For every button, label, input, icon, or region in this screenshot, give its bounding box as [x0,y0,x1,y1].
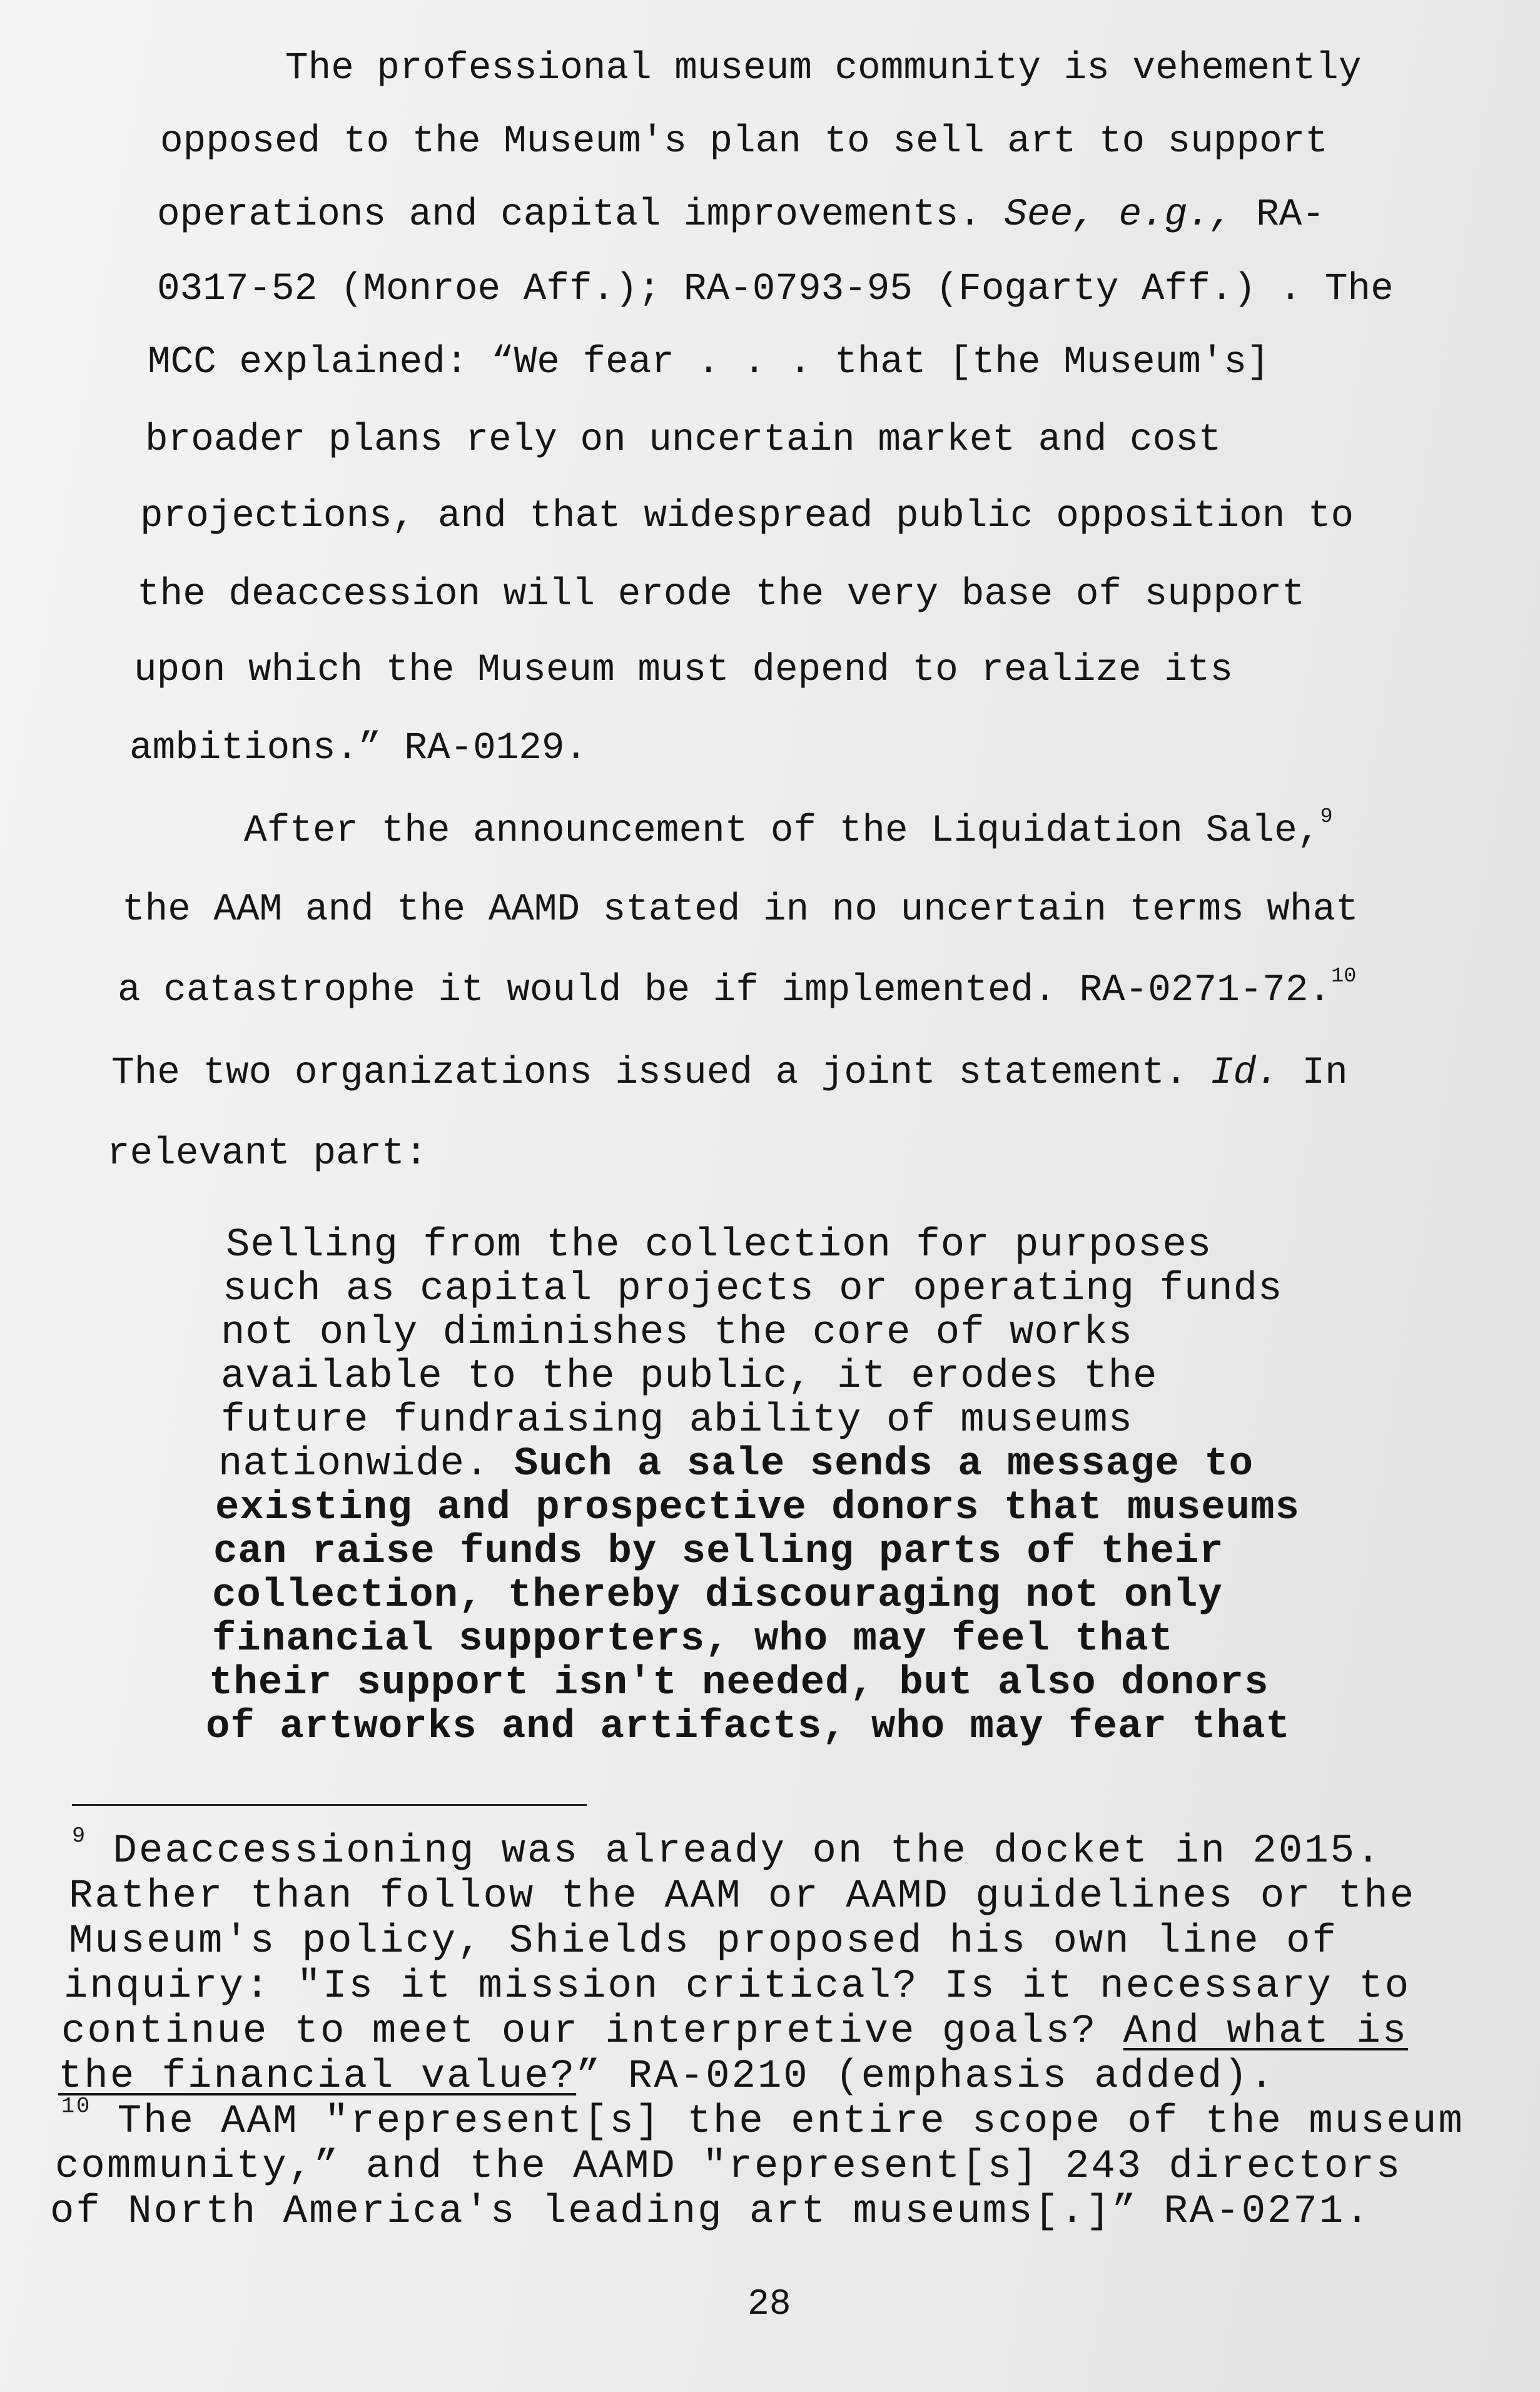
quote-line: not only diminishes the core of works [221,1310,1133,1356]
text-line [118,964,1357,1013]
text-line: opposed to the Museum's plan to sell art to support [160,120,1328,163]
text: The two organizations issued a joint statement. [111,1052,1211,1095]
footnote-ref-10[interactable]: 10 [1331,964,1357,988]
text-line: The professional museum community is vehemently [285,47,1362,90]
footnote-line [58,2056,1275,2097]
text: nationwide. [218,1442,514,1487]
quote-line [218,1444,1254,1485]
quote-line: future fundraising ability of museums [221,1398,1133,1443]
footnote-divider [72,1804,587,1806]
text-line: 0317-52 (Monroe Aff.); RA-0793-95 (Fogarty Aff.) . The [157,268,1394,311]
text-line: ambitions.” RA-0129. [129,727,588,770]
underlined-text: And what is [1123,2009,1409,2054]
citation-signal: See, e.g., [1004,193,1234,236]
text: a catastrophe it would be if implemented. RA-0271-72. [118,969,1332,1012]
quote-line: available to the public, it erodes the [221,1354,1158,1399]
text-line: MCC explained: “We fear . . . that [the Museum's] [148,341,1270,384]
text-line [111,1052,1348,1095]
footnote-line [61,2011,1408,2052]
footnote-marker: 9 [72,1823,88,1849]
text-line: the deaccession will erode the very base of support [137,573,1305,616]
footnote-line: inquiry: "Is it mission critical? Is it necessary to [64,1964,1411,2009]
page-number: 28 [747,2284,791,2325]
text: continue to meet our interpretive goals? [61,2009,1123,2054]
footnote-line [61,2094,1464,2144]
text: Deaccessioning was already on the docket in 2015. [113,1829,1382,1874]
quote-line: of artworks and artifacts, who may fear that [206,1705,1290,1750]
footnote-marker: 10 [61,2094,92,2119]
footnote-line: of North America's leading art museums[.]” RA-0271. [50,2189,1371,2234]
footnote-line [72,1823,1382,1874]
citation-id: Id. [1210,1052,1279,1095]
underlined-text: the financial value? [58,2054,577,2099]
footnote-line: Museum's policy, Shields proposed his own line of [69,1919,1338,1964]
text-line: relevant part: [107,1132,428,1175]
footnote-line: Rather than follow the AAM or AAMD guidelines or the [69,1874,1416,1919]
quote-line: their support isn't needed, but also donors [209,1661,1269,1706]
text: After the announcement of the Liquidation Sale, [244,809,1320,853]
emphasis: Such a sale sends a message to [514,1442,1254,1487]
quote-line: financial supporters, who may feel that [212,1617,1173,1662]
text: RA- [1233,193,1325,236]
text-line [244,804,1333,853]
text-line: upon which the Museum must depend to realize its [134,649,1234,692]
text-line [157,193,1325,237]
text-line: projections, and that widespread public opposition to [140,495,1354,538]
footnote-ref-9[interactable]: 9 [1320,804,1333,829]
quote-line: can raise funds by selling parts of their [213,1529,1224,1574]
text: ” RA-0210 (emphasis added). [576,2054,1276,2099]
quote-line: existing and prospective donors that museums [215,1486,1300,1531]
text-line: the AAM and the AAMD stated in no uncertain terms what [122,888,1359,931]
text: In [1279,1052,1348,1095]
quote-line: Selling from the collection for purposes [226,1223,1212,1268]
quote-line: such as capital projects or operating funds [223,1267,1283,1312]
quote-line: collection, thereby discouraging not only [212,1573,1223,1618]
text: operations and capital improvements. [157,193,1005,236]
footnote-line: community,” and the AAMD "represent[s] 243 directors [55,2144,1402,2189]
text-line: broader plans rely on uncertain market and cost [145,418,1222,462]
text: The AAM "represent[s] the entire scope of the museum [117,2099,1464,2144]
